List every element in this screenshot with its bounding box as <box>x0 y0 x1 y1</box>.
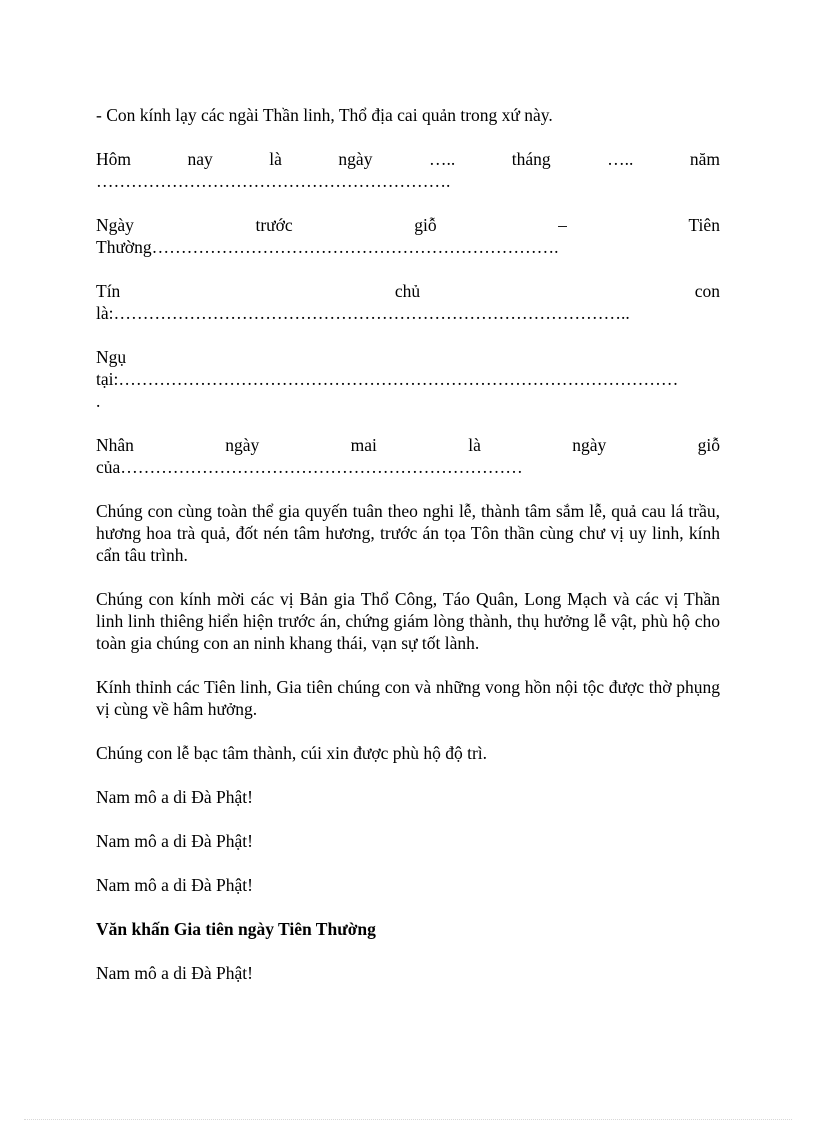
death-day-word: Ngày <box>96 215 134 235</box>
paragraph-ancestors: Kính thỉnh các Tiên linh, Gia tiên chúng con và những vong hồn nội tộc được thờ phụng vị cùng về hâm hưởng. <box>96 677 720 719</box>
residence-end: . <box>96 391 101 411</box>
owner-continuation: là:…………………………………………………………………………….. <box>96 303 630 323</box>
death-day-line <box>96 214 720 236</box>
owner-block <box>96 280 720 324</box>
date-word: nay <box>187 149 213 169</box>
chant-line-final: Nam mô a di Đà Phật! <box>96 963 253 983</box>
paragraph-offering: Chúng con cùng toàn thể gia quyến tuân theo nghi lễ, thành tâm sắm lễ, quả cau lá trầu, hương hoa trà quả, đốt nén tâm hương, trước án tọa Tôn thần cùng chư vị uy linh, kính cẩn tâu trình. <box>96 501 720 565</box>
anniversary-block <box>96 434 720 478</box>
death-day-word: trước <box>255 215 293 235</box>
anniversary-word: mai <box>350 435 377 455</box>
anniversary-word: Nhân <box>96 435 134 455</box>
date-word: ngày <box>338 149 373 169</box>
anniversary-line <box>96 434 720 456</box>
death-day-block <box>96 214 720 258</box>
section-heading: Văn khấn Gia tiên ngày Tiên Thường <box>96 919 376 939</box>
opening-line: - Con kính lạy các ngài Thần linh, Thổ địa cai quản trong xứ này. <box>96 105 553 125</box>
date-word: ….. <box>607 149 634 169</box>
date-word: tháng <box>511 149 551 169</box>
anniversary-word: giỗ <box>697 435 720 455</box>
residence-label: Ngụ <box>96 347 127 367</box>
death-day-word: giỗ <box>414 215 437 235</box>
residence-continuation: tại:…………………………………………………………………………………… <box>96 369 679 389</box>
date-line-continuation: ……………………………………………………. <box>96 171 451 191</box>
death-day-continuation: Thường……………………………………………………………. <box>96 237 559 257</box>
chant-line: Nam mô a di Đà Phật! <box>96 875 253 895</box>
paragraph-closing: Chúng con lễ bạc tâm thành, cúi xin được phù hộ độ trì. <box>96 743 488 763</box>
anniversary-word: là <box>468 435 481 455</box>
owner-word: con <box>694 281 720 301</box>
anniversary-word: ngày <box>225 435 260 455</box>
residence-block <box>96 346 720 412</box>
date-word: là <box>269 149 282 169</box>
anniversary-word: ngày <box>572 435 607 455</box>
owner-line <box>96 280 720 302</box>
owner-word: Tín <box>96 281 121 301</box>
chant-line: Nam mô a di Đà Phật! <box>96 831 253 851</box>
owner-word: chủ <box>394 281 421 301</box>
date-word: Hôm <box>96 149 131 169</box>
anniversary-continuation: của…………………………………………………………… <box>96 457 523 477</box>
paragraph-invitation: Chúng con kính mời các vị Bản gia Thổ Công, Táo Quân, Long Mạch và các vị Thần linh linh thiêng hiển hiện trước án, chứng giám lòng thành, thụ hưởng lễ vật, phù hộ cho toàn gia chúng con an ninh khang thái, vạn sự tốt lành. <box>96 589 720 653</box>
date-line-block <box>96 148 720 192</box>
death-day-word: Tiên <box>688 215 720 235</box>
death-day-word: – <box>558 215 567 235</box>
date-word: năm <box>689 149 720 169</box>
date-word: ….. <box>428 149 456 169</box>
date-line <box>96 148 720 170</box>
document-page <box>96 104 720 1006</box>
chant-line: Nam mô a di Đà Phật! <box>96 787 253 807</box>
page-footer-divider <box>24 1119 792 1120</box>
